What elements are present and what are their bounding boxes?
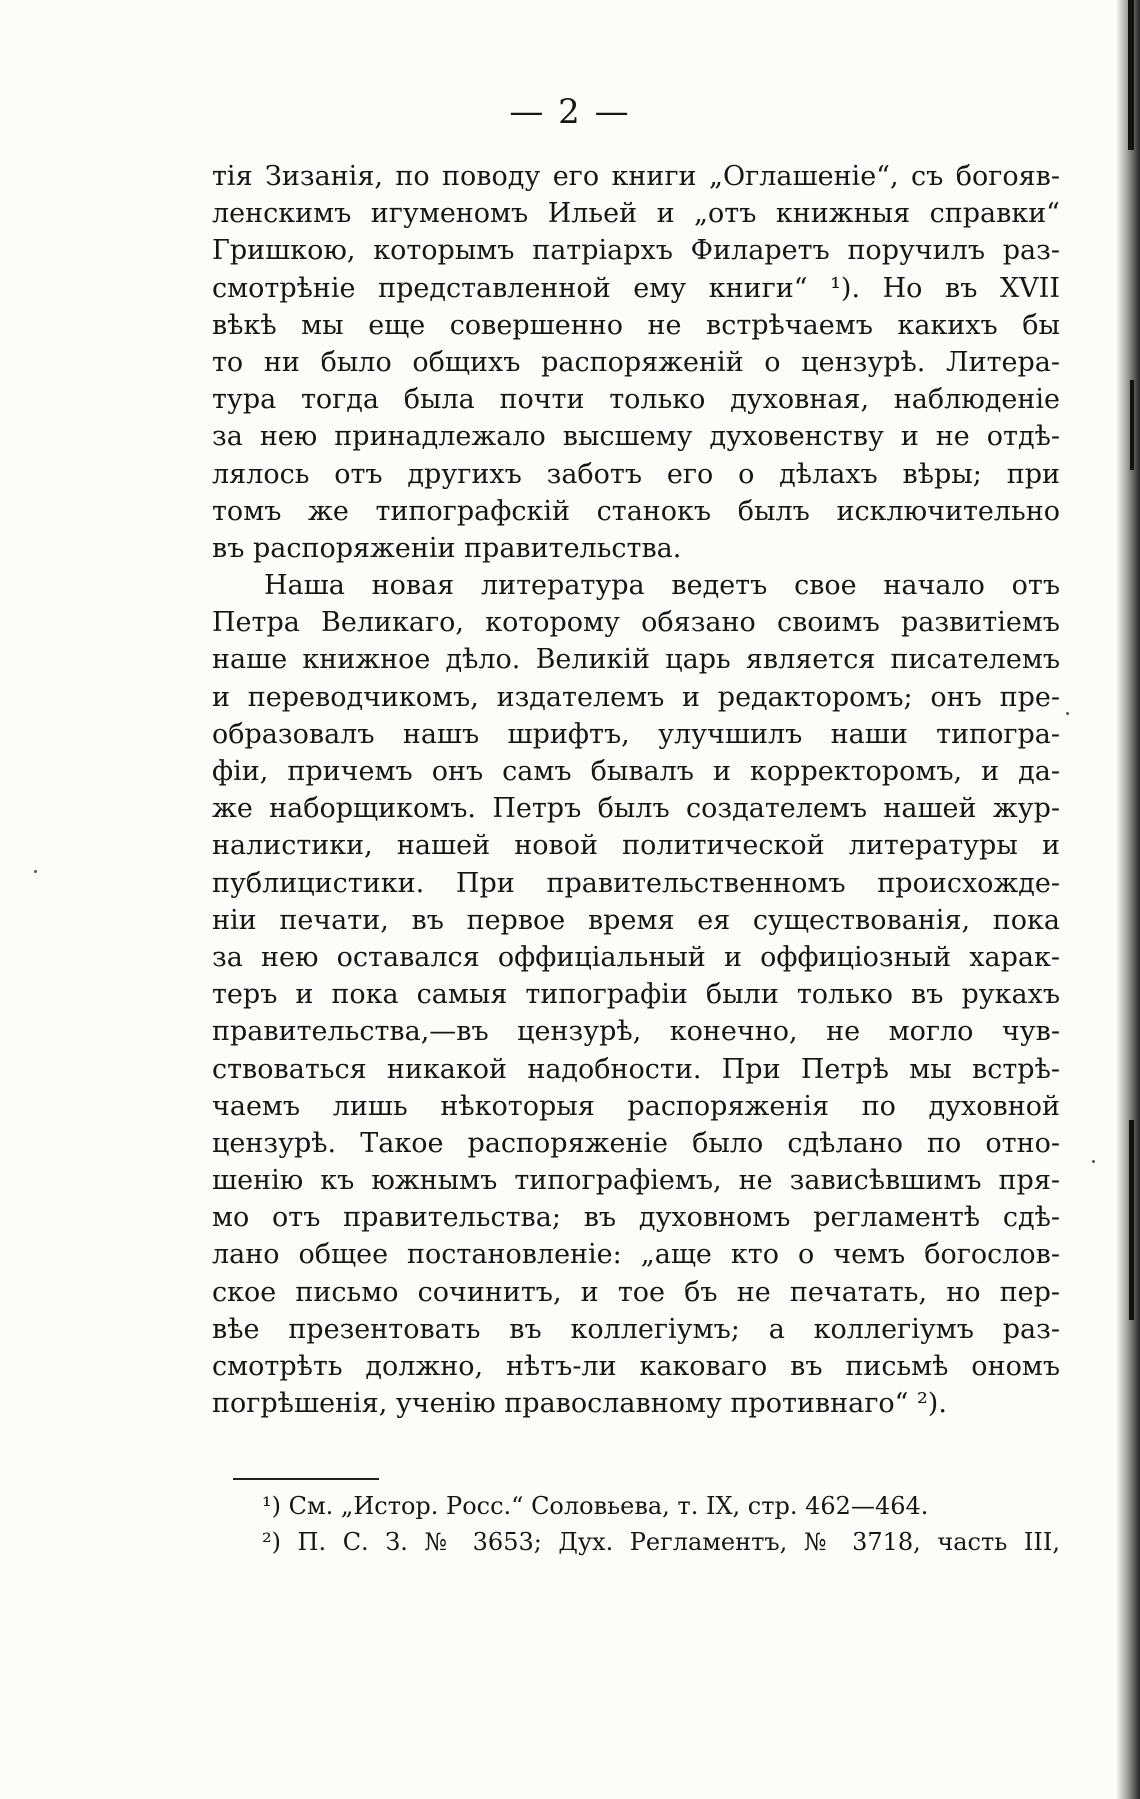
footnote-separator (233, 1478, 379, 1480)
text-line: ніи печати, въ первое время ея существованія, пока (212, 904, 1060, 936)
paper-speck (1066, 712, 1069, 715)
text-line: за нею оставался оффиціальный и оффиціозный харак- (212, 941, 1060, 973)
text-line: лано общее постановленіе: „аще кто о чемъ богослов- (212, 1239, 1060, 1271)
text-line: ствоваться никакой надобности. При Петрѣ мы встрѣ- (212, 1053, 1060, 1085)
text-line: Наша новая литература ведетъ свое начало отъ (264, 570, 1060, 602)
text-line: Гришкою, которымъ патріархъ Филаретъ поручилъ раз- (212, 235, 1060, 267)
main-text (212, 158, 1060, 1422)
text-line: налистики, нашей новой политической литературы и (212, 830, 1060, 862)
text-line: же наборщикомъ. Петръ былъ создателемъ нашей жур- (212, 793, 1060, 825)
text-line: смотрѣть должно, нѣтъ-ли каковаго въ письмѣ ономъ (212, 1351, 1060, 1382)
page-number: — 2 — (509, 92, 631, 132)
paragraph-2 (212, 567, 1060, 1422)
paper-speck (34, 870, 37, 873)
text-line: погрѣшенія, ученію православному противнаго“ ²). (212, 1388, 947, 1420)
page-edge-shadow (1116, 0, 1140, 1799)
text-line: шенію къ южнымъ типографіемъ, не зависѣвшимъ пря- (212, 1165, 1060, 1197)
text-line: правительства,—въ цензурѣ, конечно, не могло чув- (212, 1016, 1060, 1048)
footnote-2: ²) П. С. З. № 3653; Дух. Регламентъ, № 3718, часть III, (262, 1528, 1060, 1556)
page-edge-streak (1129, 1120, 1134, 1320)
text-line: мо отъ правительства; въ духовномъ регламентѣ сдѣ- (212, 1202, 1060, 1234)
text-line: ленскимъ игуменомъ Ильей и „отъ книжныя справки“ (212, 198, 1060, 230)
text-line: ское письмо сочинитъ, и тое бъ не печатать, но пер- (212, 1276, 1060, 1308)
page-edge-streak (1130, 380, 1134, 470)
text-line: то ни было общихъ распоряженій о цензурѣ. Литера- (212, 346, 1060, 378)
footnote-1: ¹) См. „Истор. Росс.“ Соловьева, т. IX, стр. 462—464. (262, 1492, 929, 1520)
text-line: въ распоряженіи правительства. (212, 532, 682, 564)
text-line: лялось отъ другихъ заботъ его о дѣлахъ вѣры; при (212, 458, 1060, 490)
text-line: фіи, причемъ онъ самъ бывалъ и корректоромъ, и да- (212, 756, 1060, 787)
text-line: публицистики. При правительственномъ происхожде- (212, 867, 1060, 899)
text-line: и переводчикомъ, издателемъ и редакторомъ; онъ пре- (212, 681, 1060, 713)
text-line: Петра Великаго, которому обязано своимъ развитіемъ (212, 607, 1060, 639)
paragraph-1 (212, 158, 1060, 567)
text-line: теръ и пока самыя типографіи были только въ рукахъ (212, 979, 1060, 1011)
text-line: за нею принадлежало высшему духовенству и не отдѣ- (212, 421, 1060, 453)
text-line: чаемъ лишь нѣкоторыя распоряженія по духовной (212, 1090, 1060, 1122)
text-line: тія Зизанія, по поводу его книги „Оглашеніе“, съ богояв- (212, 161, 1060, 192)
text-line: вѣе презентовать въ коллегіумъ; а коллегіумъ раз- (212, 1313, 1060, 1345)
text-line: наше книжное дѣло. Великій царь является писателемъ (212, 644, 1060, 676)
text-line: тура тогда была почти только духовная, наблюденіе (212, 384, 1060, 416)
text-line: томъ же типографскій станокъ былъ исключительно (212, 495, 1060, 527)
text-line: вѣкѣ мы еще совершенно не встрѣчаемъ какихъ бы (212, 309, 1060, 341)
text-line: образовалъ нашъ шрифтъ, улучшилъ наши типогра- (212, 718, 1060, 750)
footnotes (262, 1488, 1060, 1560)
paper-speck (1092, 1160, 1095, 1163)
text-line: цензурѣ. Такое распоряженіе было сдѣлано по отно- (212, 1127, 1060, 1159)
text-line: смотрѣніе представленной ему книги“ ¹). Но въ XVII (212, 272, 1060, 304)
